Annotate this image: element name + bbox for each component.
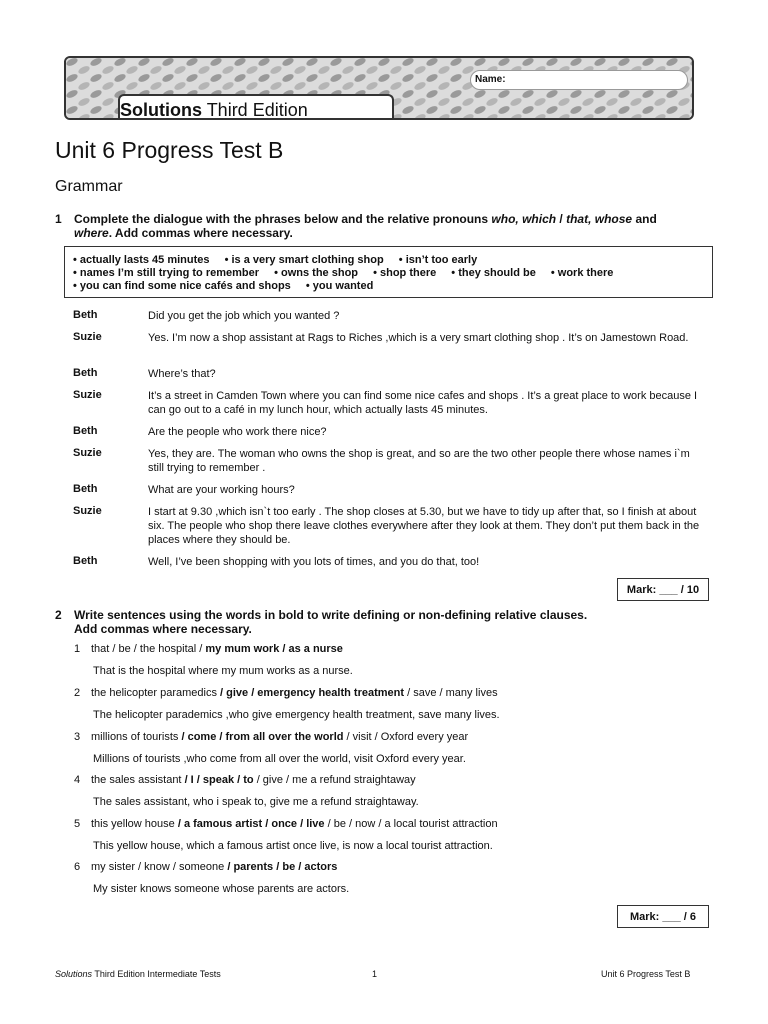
prompt-plain: the sales assistant	[91, 774, 185, 786]
q2-instr-text: Add commas where necessary.	[74, 622, 252, 636]
q1-instr-text: and	[632, 212, 657, 226]
prompt-plain: the helicopter paramedics	[91, 687, 221, 699]
brand-title	[120, 100, 308, 121]
phrase-line-3	[73, 280, 385, 292]
item-prompt	[91, 774, 416, 786]
footer-left	[55, 969, 221, 979]
item-answer: Millions of tourists ,who come from all over the world, visit Oxford every year.	[93, 753, 466, 765]
dialogue-line: Where’s that?	[148, 368, 216, 380]
item-answer: The helicopter parademics ,who give emergency health treatment, save many lives.	[93, 709, 500, 721]
phrase: • actually lasts 45 minutes	[73, 254, 210, 266]
phrase: • isn’t too early	[398, 254, 478, 266]
prompt-plain: that / be / the hospital /	[91, 643, 206, 655]
brand-rest: Third Edition	[206, 100, 308, 120]
name-label: Name:	[475, 74, 506, 85]
item-answer: This yellow house, which a famous artist once live, is now a local tourist attraction.	[93, 840, 493, 852]
phrase: • owns the shop	[274, 267, 359, 279]
dialogue-speaker: Beth	[73, 483, 98, 495]
q2-instruction	[74, 608, 714, 636]
footer-page-number: 1	[372, 969, 378, 979]
item-prompt	[91, 818, 498, 830]
dialogue-speaker: Suzie	[73, 505, 102, 517]
prompt-bold: / give / emergency health treatment	[220, 687, 405, 699]
phrase: • you can find some nice cafés and shops	[73, 280, 291, 292]
dialogue-line: Yes, they are. The woman who owns the shop is great, and so are the two other people there whose names i`m still trying to remember .	[148, 448, 690, 474]
q1-number: 1	[55, 212, 62, 226]
q2-number: 2	[55, 608, 62, 622]
item-number: 2	[74, 687, 81, 699]
brand-bold: Solutions	[120, 100, 202, 120]
footer-italic: Solutions	[55, 969, 93, 979]
item-answer: That is the hospital where my mum works as a nurse.	[93, 665, 353, 677]
phrase: • you wanted	[305, 280, 374, 292]
dialogue-line: It’s a street in Camden Town where you can find some nice cafes and shops . It’s a great place to work because I can go out to a café in my lunch hour, which actually lasts 45 minutes.	[148, 390, 698, 416]
footer-right: Unit 6 Progress Test B	[601, 969, 691, 979]
q2-instr-text: Write sentences using the words in bold to write defining or non-defining relative clauses.	[74, 608, 588, 622]
prompt-plain: / save / many lives	[404, 687, 498, 699]
dialogue-speaker: Beth	[73, 309, 98, 321]
phrase: • work there	[550, 267, 614, 279]
page-title: Unit 6 Progress Test B	[55, 137, 284, 163]
prompt-plain: / visit / Oxford every year	[343, 731, 469, 743]
footer-text: Third Edition Intermediate Tests	[92, 969, 221, 979]
q2-mark-box: Mark: ___ / 6	[617, 905, 709, 928]
dialogue-speaker: Suzie	[73, 331, 102, 343]
prompt-bold: / I / speak / to	[184, 774, 254, 786]
prompt-plain: / give / me a refund straightaway	[253, 774, 416, 786]
item-answer: My sister knows someone whose parents are actors.	[93, 883, 350, 895]
phrase-line-2	[73, 267, 625, 279]
q1-instr-italic: who, which	[491, 212, 557, 226]
prompt-plain: millions of tourists	[91, 731, 182, 743]
dialogue-line: What are your working hours?	[148, 484, 295, 496]
q1-instr-italic: where	[74, 226, 109, 240]
q1-instr-text: . Add commas where necessary.	[108, 226, 293, 240]
q1-instr-text: Complete the dialogue with the phrases below and the relative pronouns	[74, 212, 492, 226]
item-number: 4	[74, 774, 81, 786]
prompt-bold: / a famous artist / once / live	[177, 818, 325, 830]
prompt-plain: / be / now / a local tourist attraction	[324, 818, 498, 830]
item-number: 5	[74, 818, 81, 830]
section-title: Grammar	[55, 178, 123, 195]
dialogue-speaker: Beth	[73, 555, 98, 567]
dialogue-speaker: Suzie	[73, 389, 102, 401]
dialogue-line: I start at 9.30 ,which isn`t too early . The shop closes at 5.30, but we have to tidy up after that, so I finish at about six. The people who shop there leave clothes everywhere after they look at them. They don’t put them back in the places where they should be.	[148, 506, 700, 546]
dialogue-line: Are the people who work there nice?	[148, 426, 327, 438]
q1-instr-text: /	[556, 212, 567, 226]
item-number: 1	[74, 643, 81, 655]
dialogue-speaker: Suzie	[73, 447, 102, 459]
phrase-box	[64, 246, 713, 298]
item-prompt	[91, 643, 343, 655]
item-number: 3	[74, 731, 81, 743]
phrase: • shop there	[373, 267, 437, 279]
dialogue-line: Yes. I’m now a shop assistant at Rags to Riches ,which is a very smart clothing shop . It’s on Jamestown Road.	[148, 332, 689, 344]
prompt-bold: / parents / be / actors	[227, 861, 338, 873]
phrase: • they should be	[451, 267, 536, 279]
q1-mark-box: Mark: ___ / 10	[617, 578, 709, 601]
prompt-bold: my mum work / as a nurse	[205, 643, 343, 655]
phrase: • is a very smart clothing shop	[224, 254, 384, 266]
dialogue-speaker: Beth	[73, 425, 98, 437]
phrase-line-1	[73, 254, 489, 266]
prompt-plain: my sister / know / someone	[91, 861, 228, 873]
q1-instr-italic: that, whose	[566, 212, 633, 226]
item-answer: The sales assistant, who i speak to, give me a refund straightaway.	[93, 796, 419, 808]
phrase: • names I’m still trying to remember	[73, 267, 260, 279]
item-prompt	[91, 731, 468, 743]
item-prompt	[91, 687, 498, 699]
q1-instruction	[74, 212, 714, 240]
item-prompt	[91, 861, 337, 873]
dialogue-line: Did you get the job which you wanted ?	[148, 310, 340, 322]
dialogue-speaker: Beth	[73, 367, 98, 379]
dialogue-line: Well, I’ve been shopping with you lots of times, and you do that, too!	[148, 556, 480, 568]
item-number: 6	[74, 861, 81, 873]
prompt-bold: / come / from all over the world	[181, 731, 344, 743]
prompt-plain: this yellow house	[91, 818, 178, 830]
